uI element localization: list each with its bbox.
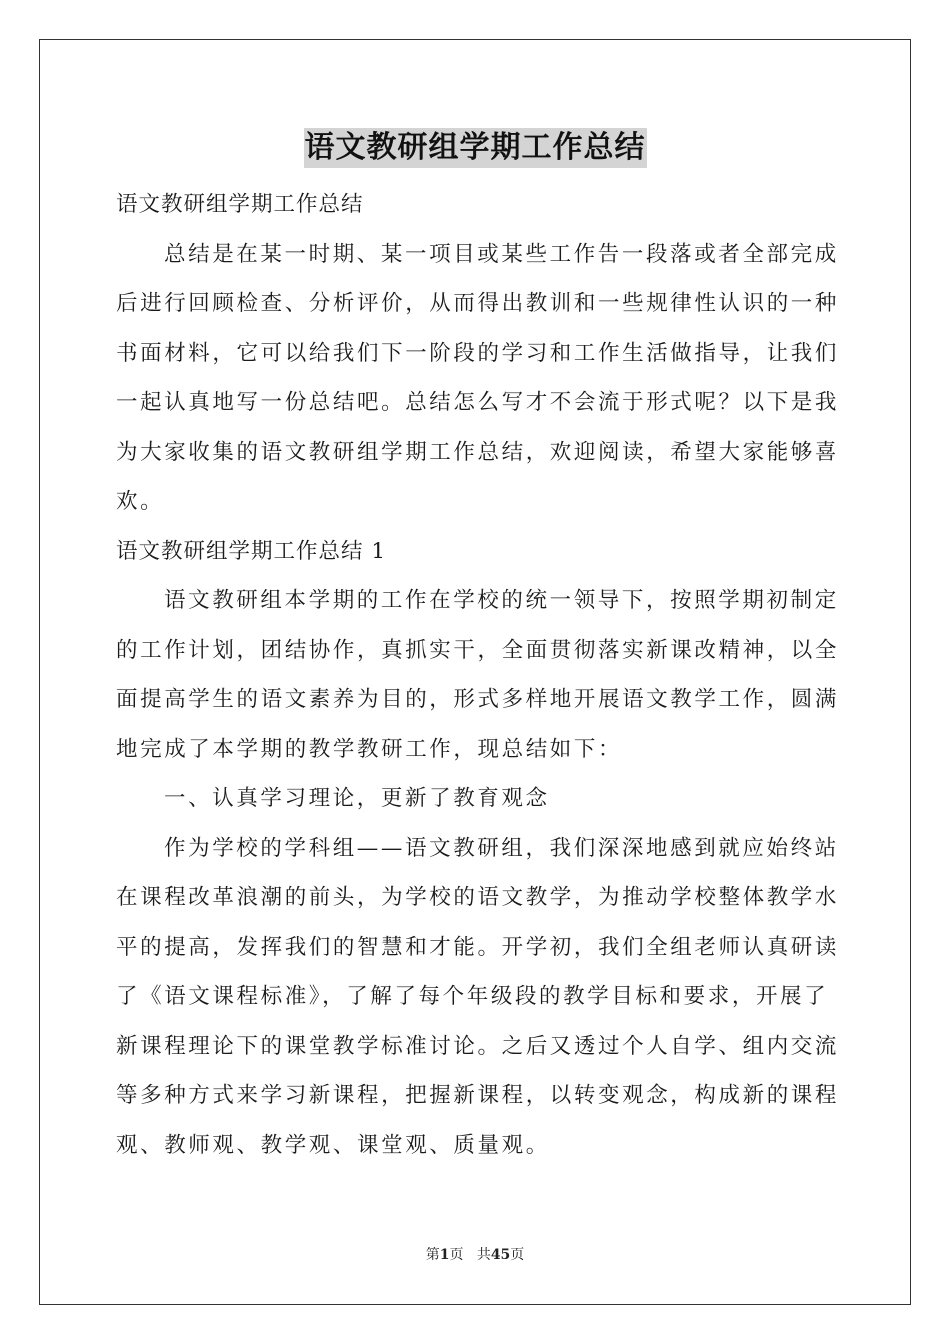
total-page-count: 45	[490, 1247, 511, 1263]
text-line: 地完成了本学期的教学教研工作，现总结如下：	[116, 736, 623, 762]
text-line: 面提高学生的语文素养为目的，形式多样地开展语文教学工作，圆满	[116, 687, 840, 712]
text-line: 欢。	[116, 489, 165, 514]
text-line: 总结是在某一时期、某一项目或某些工作告一段落或者全部完成	[164, 241, 839, 267]
text-line: 为大家收集的语文教研组学期工作总结，欢迎阅读，希望大家能够喜	[116, 439, 840, 465]
text-line: 等多种方式来学习新课程，把握新课程，以转变观念，构成新的课程	[116, 1083, 840, 1108]
text-line: 语文教研组学期工作总结	[116, 192, 364, 217]
page-label-prefix: 第	[425, 1247, 440, 1263]
text-line: 观、教师观、教学观、课堂观、质量观。	[116, 1132, 550, 1158]
text-line: 书面材料，它可以给我们下一阶段的学习和工作生活做指导，让我们	[116, 340, 840, 366]
page-label-suffix: 页	[449, 1247, 464, 1263]
total-label-suffix: 页	[510, 1247, 525, 1263]
document-body	[116, 180, 840, 1170]
text-line: 作为学校的学科组——语文教研组，我们深深地感到就应始终站	[164, 835, 839, 861]
text-line: 的工作计划，团结协作，真抓实干，全面贯彻落实新课改精神，以全	[116, 637, 840, 663]
text-line: 一起认真地写一份总结吧。总结怎么写才不会流于形式呢？以下是我	[116, 390, 840, 415]
document-title: 语文教研组学期工作总结	[304, 128, 647, 168]
text-line: 后进行回顾检查、分析评价，从而得出教训和一些规律性认识的一种	[116, 291, 840, 316]
page-footer	[0, 1245, 950, 1265]
text-line: 一、认真学习理论，更新了教育观念	[164, 786, 550, 811]
text-line: 在课程改革浪潮的前头，为学校的语文教学，为推动学校整体教学水	[116, 885, 840, 910]
current-page-number: 1	[439, 1247, 450, 1263]
text-line: 平的提高，发挥我们的智慧和才能。开学初，我们全组老师认真研读	[116, 934, 840, 960]
text-line: 语文教研组学期工作总结 1	[116, 538, 387, 564]
title-container	[0, 128, 950, 168]
text-line: 新课程理论下的课堂教学标准讨论。之后又透过个人自学、组内交流	[116, 1033, 840, 1059]
text-line: 了《语文课程标准》，了解了每个年级段的教学目标和要求，开展了	[116, 984, 829, 1009]
text-line: 语文教研组本学期的工作在学校的统一领导下，按照学期初制定	[164, 588, 839, 613]
total-label-prefix: 共	[476, 1247, 491, 1263]
